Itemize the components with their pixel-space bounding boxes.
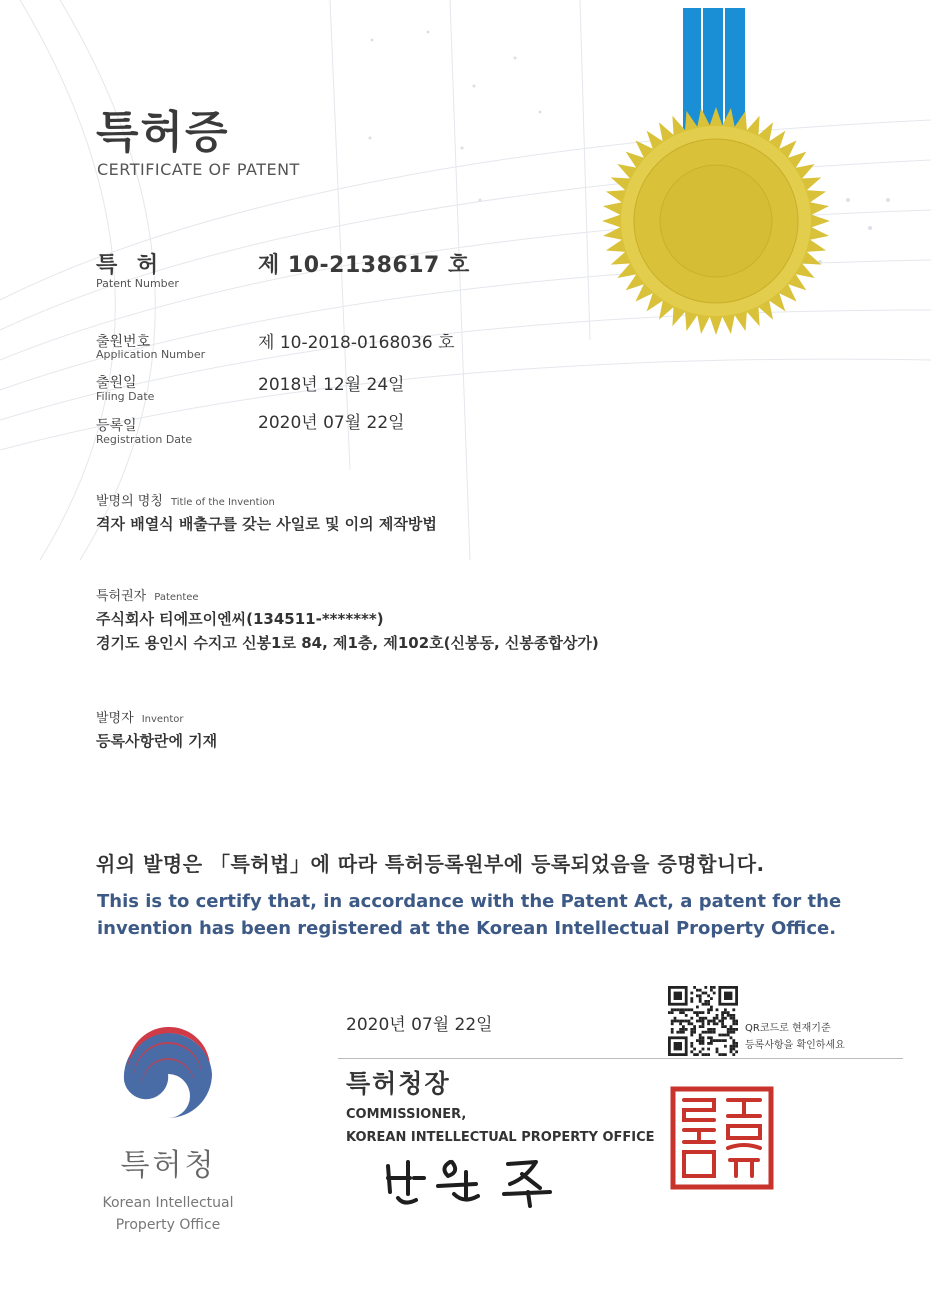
filing-date-label-en: Filing Date — [96, 390, 155, 403]
commissioner-title-line-1: COMMISSIONER, — [346, 1107, 467, 1122]
invention-title-value: 격자 배열식 배출구를 갖는 사일로 및 이의 제작방법 — [96, 515, 437, 533]
org-name-english-line-2: Property Office — [115, 1217, 221, 1233]
certification-text-english: This is to certify that, in accordance with the Patent Act, a patent for the invention has been registered at the Korean Intellectual Property Office. — [97, 891, 842, 939]
inventor-value: 등록사항란에 기재 — [96, 732, 218, 750]
org-name-english-line-1: Korean Intellectual — [102, 1195, 234, 1211]
org-name-korean: 특허청 — [120, 1148, 217, 1183]
official-seal-icon — [670, 1086, 774, 1190]
patentee-address: 경기도 용인시 수지고 신봉1로 84, 제1층, 제102호(신봉동, 신봉종합상가) — [96, 634, 599, 652]
qr-code-icon[interactable] — [668, 986, 738, 1056]
handwritten-signature — [380, 1148, 580, 1212]
registration-date-label-en: Registration Date — [96, 433, 193, 446]
invention-title-label-ko: 발명의 명칭 — [96, 494, 163, 509]
qr-note-line-1: QR코드로 현재기준 — [745, 1023, 831, 1034]
gold-medal-icon — [600, 8, 832, 353]
patentee-label-ko: 특허권자 — [96, 589, 147, 604]
commissioner-title-line-2: KOREAN INTELLECTUAL PROPERTY OFFICE — [346, 1130, 655, 1145]
certificate-title-english: CERTIFICATE OF PATENT — [97, 160, 300, 179]
patentee-name: 주식회사 티에프이엔씨(134511-*******) — [96, 610, 384, 628]
inventor-label-en: Inventor — [141, 714, 184, 725]
org-name-english — [82, 1192, 254, 1236]
certification-text-korean: 위의 발명은 「특허법」에 따라 특허등록원부에 등록되었음을 증명합니다. — [96, 852, 765, 876]
registration-date-value: 2020년 07월 22일 — [258, 413, 405, 433]
filing-date-value: 2018년 12월 24일 — [258, 375, 405, 395]
qr-note-line-2: 등록사항을 확인하세요 — [745, 1040, 845, 1051]
application-number-value: 제 10-2018-0168036 호 — [258, 333, 455, 353]
commissioner-title-english — [346, 1103, 726, 1149]
signature-divider — [338, 1058, 903, 1059]
inventor-label — [96, 707, 184, 726]
qr-note — [745, 1020, 885, 1054]
patentee-label-en: Patentee — [154, 592, 199, 603]
kipo-taegeuk-logo-icon — [114, 1020, 222, 1128]
invention-title-label-en: Title of the Invention — [170, 497, 275, 508]
patentee-label — [96, 585, 199, 604]
patent-number-value: 제 10-2138617 호 — [258, 253, 470, 278]
commissioner-title-korean: 특허청장 — [346, 1069, 451, 1098]
certificate-title-korean: 특허증 — [96, 107, 230, 158]
patent-number-label: 특 허 — [96, 253, 165, 278]
application-number-label-en: Application Number — [96, 348, 206, 361]
filing-date-label: 출원일 — [96, 375, 137, 391]
application-number-label: 출원번호 — [96, 334, 151, 350]
patent-number-label-en: Patent Number — [96, 277, 179, 290]
inventor-label-ko: 발명자 — [96, 711, 134, 726]
issue-date: 2020년 07월 22일 — [346, 1015, 493, 1035]
invention-title-label — [96, 490, 275, 509]
registration-date-label: 등록일 — [96, 418, 137, 434]
